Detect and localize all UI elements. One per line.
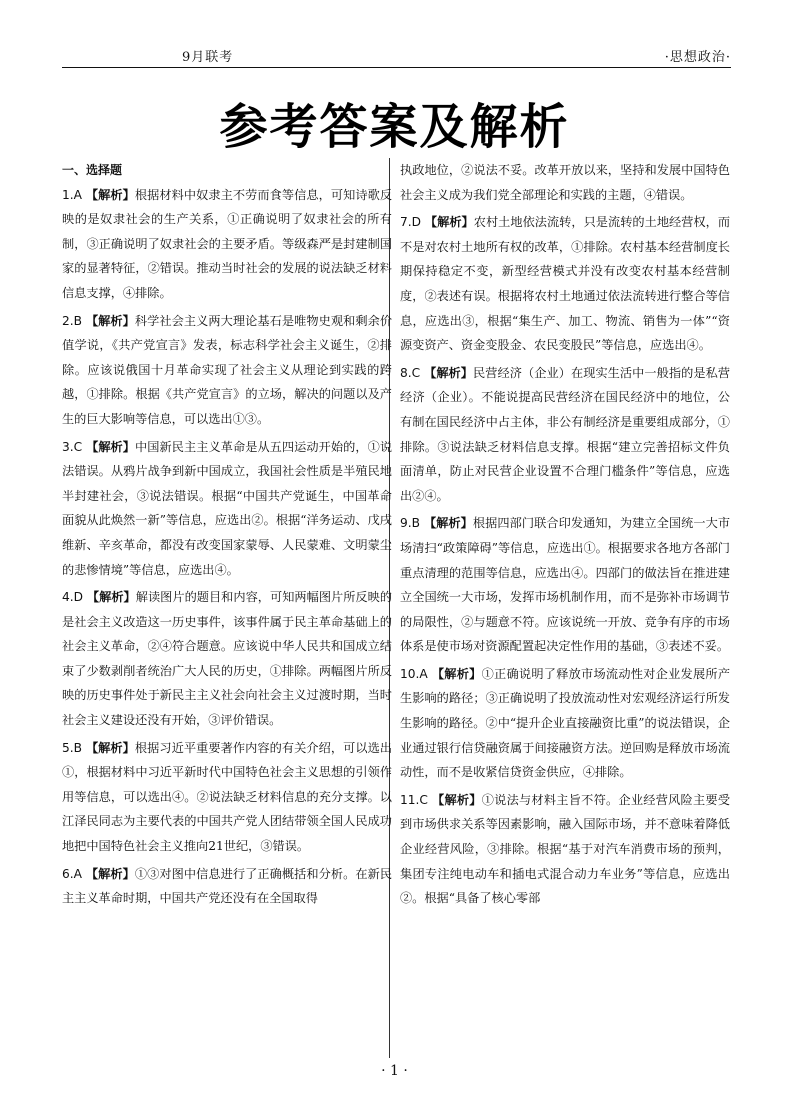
answer-item [400,662,730,785]
analysis-tag: 【解析】 [423,516,473,531]
answer-item [400,210,730,358]
right-answer-list [400,158,730,911]
analysis-tag: 【解析】 [85,313,135,328]
analysis-tag: 【解析】 [432,792,482,807]
answer-item [62,183,392,306]
header-divider [62,67,731,68]
page-title: 参考答案及解析 [219,99,570,155]
analysis-tag: 【解析】 [86,590,136,605]
answer-item [62,862,392,911]
answer-number: 7.D [400,215,422,230]
analysis-tag: 【解析】 [424,215,474,230]
analysis-text: ①说法与材料主旨不符。企业经营风险主要受到市场供求关系等因素影响，融入国际市场，并不意味着降低企业经营风险，③排除。根据“基于对汽车消费市场的预判，集团专注纯电动车和插电式混合动力车业务”等信息，应选出②。根据“具备了核心零部 [400,792,731,906]
analysis-tag: 【解析】 [85,866,135,881]
analysis-text: 根据材料中奴隶主不劳而食等信息，可知诗歌反映的是奴隶社会的生产关系，①正确说明了奴隶社会的所有制，③正确说明了奴隶社会的主要矛盾。等级森严是封建制国家的显著特征，②错误。推动当时社会的发展的说法缺乏材料信息支撑，④排除。 [62,187,393,300]
analysis-text: 民营经济（企业）在现实生活中一般指的是私营经济（企业）。不能说提高民营经济在国民经济中的地位，公有制在国民经济中占主体，非公有制经济是重要组成部分，①排除。③说法缺乏材料信息支撑。根据“建立完善招标文件负面清单，防止对民营企业设置不合理门槛条件”等信息，应选出②④。 [400,365,731,503]
answer-number: 5.B [62,740,82,755]
answer-number: 9.B [400,516,420,531]
answer-number: 8.C [400,365,421,380]
analysis-text: 中国新民主主义革命是从五四运动开始的，①说法错误。从鸦片战争到新中国成立，我国社会性质是半殖民地半封建社会，③说法错误。根据“中国共产党诞生，中国革命面貌从此焕然一新”等信息，应选出②。根据“洋务运动、戊戌维新、辛亥革命，都没有改变国家蒙辱、人民蒙难、文明蒙尘的悲惨情境”等信息，应选出④。 [62,439,393,577]
answer-item [62,736,392,859]
analysis-text: 解读图片的题目和内容，可知两幅图片所反映的是社会主义改造这一历史事件，该事件属于民主革命基础上的社会主义革命，②④符合题意。应该说中华人民共和国成立结束了少数剥削者统治广大人民的历史，①排除。两幅图片所反映的历史事件处于新民主主义社会向社会主义过渡时期，当时社会主义建设还没有开始，③评价错误。 [62,590,393,728]
answer-number: 2.B [62,313,82,328]
answer-number: 6.A [62,866,82,881]
analysis-tag: 【解析】 [85,740,135,755]
analysis-text: 根据四部门联合印发通知，为建立全国统一大市场清扫“政策障碍”等信息，应选出①。根据要求各地方各部门重点清理的范围等信息，应选出④。四部门的做法旨在推进建立全国统一大市场，发挥市场机制作用，而不是弥补市场调节的局限性，②与题意不符。应该说统一开放、竞争有序的市场体系是使市场对资源配置起决定性作用的基础，③表述不妥。 [400,516,731,654]
header-subject: ·思想政治· [664,50,731,65]
answer-number: 3.C [62,439,83,454]
answer-item [62,435,392,583]
answer-item [400,158,730,207]
answer-item [400,361,730,509]
answer-number: 4.D [62,590,84,605]
analysis-tag: 【解析】 [86,439,136,454]
answer-number: 10.A [400,666,428,681]
analysis-tag: 【解析】 [424,365,474,380]
analysis-tag: 【解析】 [85,187,135,202]
header-exam-name: 9月联考 [182,50,234,65]
answer-item [400,511,730,659]
answer-item [62,309,392,432]
section-heading: 一、选择题 [62,163,123,177]
analysis-text: ①正确说明了释放市场流动性对企业发展所产生影响的路径；③正确说明了投放流动性对宏观经济运行所发生影响的路径。②中“提升企业直接融资比重”的说法错误，企业通过银行信贷融资属于间接融资方法。逆回购是释放市场流动性，而不是收紧信贷资金供应，④排除。 [400,666,731,780]
analysis-text: 农村土地依法流转，只是流转的土地经营权，而不是对农村土地所有权的改革，①排除。农村基本经营制度长期保持稳定不变，新型经营模式并没有改变农村基本经营制度，②表述有误。根据将农村土地通过依法流转进行整合等信息，应选出③，根据“集生产、加工、物流、销售为一体”“资源变资产、资金变股金、农民变股民”等信息，应选出④。 [400,215,731,353]
answer-number: 11.C [400,792,428,807]
answer-item [400,788,730,911]
page-number: · 1 · [381,1063,408,1079]
analysis-text: ①③对图中信息进行了正确概括和分析。在新民主主义革命时期，中国共产党还没有在全国取得 [62,866,393,906]
analysis-text: 根据习近平重要著作内容的有关介绍，可以选出①，根据材料中习近平新时代中国特色社会主义思想的引领作用等信息，可以选出④。②说法缺乏材料信息的充分支撑。以江泽民同志为主要代表的中国共产党人团结带领全国人民成功地把中国特色社会主义推向21世纪，③错误。 [62,740,393,854]
analysis-text: 科学社会主义两大理论基石是唯物史观和剩余价值学说，《共产党宣言》发表，标志科学社会主义诞生，②排除。应该说俄国十月革命实现了社会主义从理论到实践的跨越，①排除。根据《共产党宣言》的立场，解决的问题以及产生的巨大影响等信息，可以选出①③。 [62,313,393,426]
analysis-tag: 【解析】 [431,666,482,681]
answer-number: 1.A [62,187,82,202]
analysis-text: 执政地位，②说法不妥。改革开放以来，坚持和发展中国特色社会主义成为我们党全部理论和实践的主题，④错误。 [400,163,730,202]
left-column [62,158,392,914]
left-answer-list [62,183,392,911]
right-column [400,158,730,914]
answer-item [62,585,392,733]
